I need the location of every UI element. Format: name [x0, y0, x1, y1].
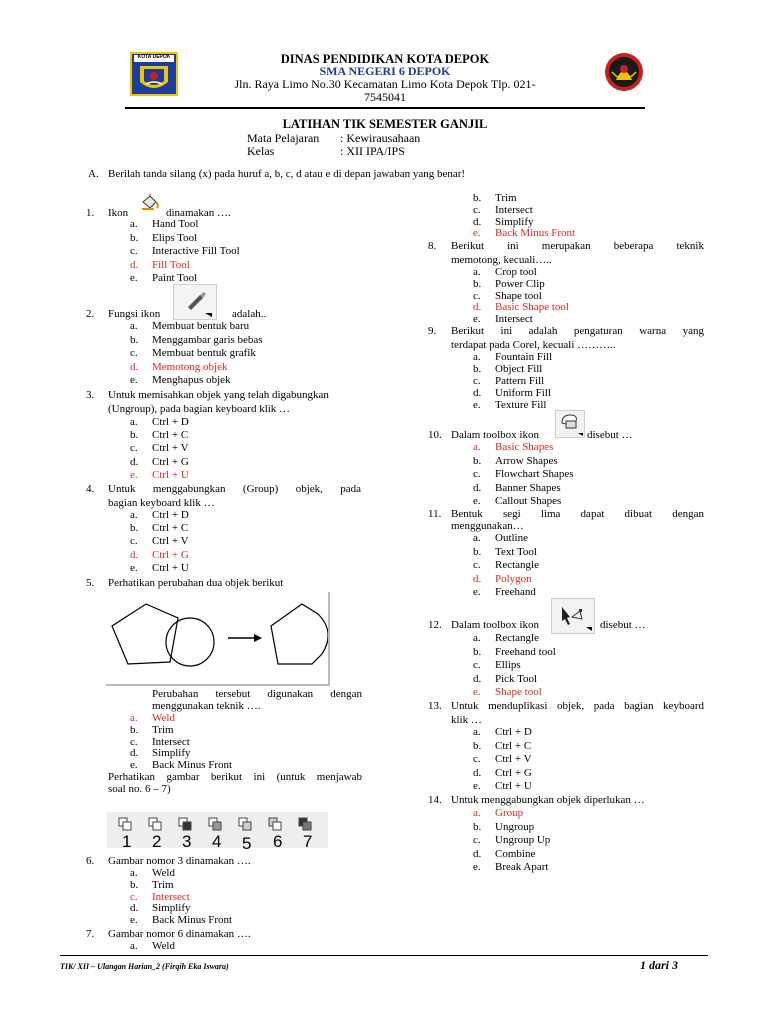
option-letter: a. — [473, 441, 481, 453]
option-letter: b. — [130, 231, 139, 244]
option-letter: c. — [473, 753, 481, 765]
weld-shapes-figure — [106, 592, 330, 686]
option-letter: e. — [130, 468, 138, 481]
option-text: Freehand — [495, 586, 536, 598]
question-post: adalah.. — [232, 308, 267, 320]
option-letter: e. — [473, 227, 481, 240]
question-number: 1. — [86, 207, 95, 219]
question-text: Perhatikan perubahan dua objek berikut — [108, 577, 284, 589]
question-pre: Dalam toolbox ikon — [451, 429, 539, 441]
option-text: Ctrl + D — [495, 726, 532, 738]
toolbar-number-3: 3 — [182, 832, 192, 851]
fill-bucket-icon — [138, 193, 162, 213]
question-number: 10. — [428, 429, 442, 441]
option-text: Banner Shapes — [495, 481, 561, 494]
option-text: Arrow Shapes — [495, 454, 558, 467]
question-text-line1: Untuk menggabungkan (Group) objek, pada — [108, 483, 361, 495]
option-text: Trim — [152, 878, 174, 891]
option-letter: c. — [130, 245, 138, 257]
option-text: Intersect — [495, 203, 533, 216]
option-text: Basic Shapes — [495, 441, 554, 453]
option-text: Flowchart Shapes — [495, 468, 574, 480]
shaping-toolbar-figure — [107, 812, 328, 853]
question-text: Gambar nomor 6 dinamakan …. — [108, 928, 251, 940]
option-text: Object Fill — [495, 363, 543, 375]
option-text: Uniform Fill — [495, 387, 551, 399]
note-line1: Perhatikan gambar berikut ini (untuk menjawab — [108, 771, 362, 783]
toolbar-number-1: 1 — [122, 832, 132, 851]
header-address-line1: Jln. Raya Limo No.30 Kecamatan Limo Kota Depok Tlp. 021- — [234, 77, 536, 91]
option-letter: d. — [473, 481, 482, 494]
question-pre: Fungsi ikon — [108, 308, 161, 320]
question-text: Gambar nomor 3 dinamakan …. — [108, 855, 251, 867]
option-letter: d. — [473, 572, 482, 585]
option-text: Shape tool — [495, 289, 542, 302]
kelas-label: Kelas — [247, 144, 275, 158]
question-number: 2. — [86, 308, 95, 320]
option-letter: c. — [473, 834, 481, 846]
question-text-line1: Untuk menduplikasi objek, pada bagian keyboard — [451, 700, 704, 712]
option-letter: b. — [130, 723, 139, 736]
option-text: Intersect — [495, 313, 533, 326]
option-letter: d. — [473, 766, 482, 779]
toolbar-number-6: 6 — [273, 832, 283, 851]
page-title: LATIHAN TIK SEMESTER GANJIL — [282, 117, 488, 131]
option-letter: b. — [473, 363, 482, 375]
option-letter: e. — [473, 313, 481, 326]
option-letter: d. — [130, 360, 139, 373]
mapel-value: : Kewirausahaan — [340, 131, 421, 145]
footer-left: TIK/ XII – Ulangan Harian_2 (Firqih Eka Iswara) — [60, 962, 229, 971]
kelas-value: : XII IPA/IPS — [340, 144, 405, 158]
option-text: Callout Shapes — [495, 495, 562, 507]
option-letter: c. — [473, 659, 481, 671]
question-post: dinamakan …. — [166, 207, 231, 219]
option-text: Ctrl + U — [152, 561, 189, 574]
option-letter: d. — [473, 672, 482, 685]
option-letter: e. — [473, 399, 481, 411]
option-text: Basic Shape tool — [495, 301, 569, 314]
logo-kota-depok — [130, 52, 178, 96]
option-text: Ctrl + U — [152, 468, 189, 481]
option-letter: d. — [130, 258, 139, 271]
option-letter: d. — [473, 387, 482, 399]
option-text: Ctrl + V — [495, 753, 532, 765]
option-text: Pattern Fill — [495, 375, 545, 387]
option-letter: b. — [473, 545, 482, 558]
knife-icon — [173, 284, 217, 320]
footer-rule — [60, 955, 708, 956]
option-letter: e. — [130, 914, 138, 927]
option-letter: c. — [130, 347, 138, 359]
option-text: Ctrl + U — [495, 780, 532, 792]
option-text: Ctrl + C — [152, 429, 189, 442]
logo-left-text: KOTA DEPOK — [137, 54, 171, 60]
q5-after-line2: menggunakan teknik …. — [152, 700, 261, 712]
option-text: Combine — [495, 847, 536, 860]
option-letter: b. — [473, 192, 482, 204]
option-letter: a. — [130, 867, 138, 879]
option-letter: d. — [130, 548, 139, 561]
note-line2: soal no. 6 – 7) — [108, 783, 171, 795]
option-text: Text Tool — [495, 545, 537, 558]
option-letter: d. — [473, 847, 482, 860]
question-number: 12. — [428, 619, 442, 631]
option-letter: e. — [473, 686, 481, 698]
option-text: Pick Tool — [495, 672, 538, 685]
option-letter: c. — [473, 559, 481, 571]
toolbar-number-4: 4 — [212, 832, 222, 851]
question-text-line2: terdapat pada Corel, kecuali ……….. — [451, 339, 616, 351]
option-text: Menghapus objek — [152, 374, 231, 386]
option-text: Simplify — [152, 747, 191, 760]
option-letter: c. — [130, 735, 138, 748]
option-letter: a. — [473, 632, 481, 644]
option-text: Group — [495, 807, 524, 819]
toolbar-number-5: 5 — [242, 834, 252, 853]
question-text-line1: Berikut ini adalah pengaturan warna yang — [451, 325, 704, 337]
option-letter: c. — [130, 890, 138, 903]
option-text: Back Minus Front — [495, 227, 576, 240]
question-number: 14. — [428, 794, 442, 806]
option-text: Rectangle — [495, 632, 539, 644]
option-letter: c. — [473, 375, 481, 387]
option-text: Elips Tool — [152, 231, 198, 244]
option-text: Back Minus Front — [152, 759, 233, 772]
option-letter: c. — [473, 289, 481, 302]
option-letter: e. — [473, 780, 481, 792]
option-letter: e. — [473, 861, 481, 873]
option-text: Ctrl + C — [495, 739, 532, 752]
option-letter: a. — [130, 416, 138, 428]
option-text: Weld — [152, 940, 175, 952]
option-text: Outline — [495, 532, 528, 544]
option-text: Hand Tool — [152, 218, 199, 230]
option-text: Ctrl + G — [152, 455, 189, 468]
option-letter: a. — [130, 509, 138, 521]
question-text: Untuk menggabungkan objek diperlukan … — [451, 794, 645, 806]
question-text-line2: menggunakan… — [451, 520, 524, 532]
mapel-label: Mata Pelajaran — [247, 131, 320, 145]
option-text: Trim — [152, 723, 174, 736]
question-text-line1: Berikut ini merupakan beberapa teknik — [451, 240, 704, 252]
option-text: Ctrl + V — [152, 442, 189, 455]
option-text: Ctrl + D — [152, 416, 189, 428]
option-text: Shape tool — [495, 686, 542, 698]
option-text: Memotong objek — [152, 360, 228, 373]
header-rule — [125, 107, 645, 109]
question-number: 11. — [428, 508, 442, 520]
option-letter: e. — [130, 759, 138, 772]
option-text: Menggambar garis bebas — [152, 333, 263, 346]
option-text: Intersect — [152, 735, 190, 748]
option-text: Weld — [152, 712, 175, 724]
option-letter: b. — [473, 645, 482, 658]
question-number: 3. — [86, 389, 95, 401]
toolbar-number-7: 7 — [303, 832, 313, 851]
option-letter: c. — [473, 468, 481, 480]
section-letter: A. — [88, 168, 99, 180]
option-text: Ctrl + G — [495, 766, 532, 779]
option-text: Freehand tool — [495, 645, 556, 658]
toolbar-number-2: 2 — [152, 832, 162, 851]
option-text: Ctrl + C — [152, 522, 189, 535]
header-address-line2: 7545041 — [364, 90, 406, 104]
option-text: Membuat bentuk grafik — [152, 347, 256, 359]
option-text: Power Clip — [495, 277, 545, 290]
option-text: Rectangle — [495, 559, 539, 571]
option-text: Paint Tool — [152, 272, 198, 284]
question-number: 5. — [86, 577, 95, 589]
option-text: Fountain Fill — [495, 351, 553, 363]
option-letter: b. — [130, 522, 139, 535]
option-text: Ctrl + G — [152, 548, 189, 561]
option-text: Trim — [495, 192, 517, 204]
option-letter: b. — [473, 739, 482, 752]
shape-tool-icon — [551, 598, 595, 634]
header-office: DINAS PENDIDIKAN KOTA DEPOK — [280, 52, 490, 66]
option-letter: a. — [473, 266, 481, 278]
option-letter: b. — [130, 429, 139, 442]
question-number: 9. — [428, 325, 437, 337]
basic-shapes-icon — [555, 410, 585, 438]
option-letter: c. — [130, 442, 138, 455]
option-letter: d. — [130, 455, 139, 468]
page-number: 1 dari 3 — [640, 958, 679, 972]
question-text-line1: Untuk memisahkan objek yang telah digabungkan — [108, 389, 329, 401]
option-letter: d. — [130, 747, 139, 760]
header-school: SMA NEGERI 6 DEPOK — [319, 64, 451, 78]
question-text-line1: Bentuk segi lima dapat dibuat dengan — [451, 508, 704, 520]
option-letter: e. — [473, 495, 481, 507]
option-letter: b. — [473, 820, 482, 833]
question-pre: Ikon — [108, 207, 129, 219]
option-letter: a. — [473, 807, 481, 819]
option-text: Intersect — [152, 890, 190, 903]
option-letter: e. — [130, 272, 138, 284]
option-letter: a. — [473, 351, 481, 363]
option-letter: e. — [473, 586, 481, 598]
option-text: Crop tool — [495, 266, 537, 278]
option-letter: b. — [130, 878, 139, 891]
option-text: Ungroup Up — [495, 834, 551, 846]
option-text: Simplify — [152, 902, 191, 915]
option-text: Interactive Fill Tool — [152, 245, 240, 257]
option-text: Ellips — [495, 659, 521, 671]
option-letter: a. — [130, 712, 138, 724]
question-number: 8. — [428, 240, 437, 252]
option-text: Texture Fill — [495, 399, 547, 411]
option-letter: b. — [473, 277, 482, 290]
option-letter: d. — [473, 301, 482, 314]
option-text: Ctrl + D — [152, 509, 189, 521]
option-letter: d. — [473, 215, 482, 228]
question-number: 4. — [86, 483, 95, 495]
question-text-line2: bagian keyboard klik … — [108, 497, 215, 509]
option-letter: a. — [473, 726, 481, 738]
option-text: Weld — [152, 867, 175, 879]
question-text-line2: memotong, kecuali….. — [451, 254, 552, 266]
option-text: Break Apart — [495, 861, 549, 873]
question-number: 7. — [86, 928, 95, 940]
option-text: Ctrl + V — [152, 535, 189, 548]
option-letter: b. — [473, 454, 482, 467]
option-text: Ungroup — [495, 820, 535, 833]
option-letter: e. — [130, 561, 138, 574]
option-letter: e. — [130, 374, 138, 386]
question-text-line2: (Ungroup), pada bagian keyboard klik … — [108, 403, 291, 415]
q5-after-line1: Perubahan tersebut digunakan dengan — [152, 688, 362, 700]
question-post: disebut … — [600, 619, 646, 631]
question-text-line2: klik … — [451, 714, 482, 726]
option-letter: a. — [130, 218, 138, 230]
option-letter: c. — [130, 535, 138, 548]
option-text: Simplify — [495, 215, 534, 228]
question-post: disebut … — [587, 429, 633, 441]
header-address — [190, 78, 580, 104]
option-letter: a. — [473, 532, 481, 544]
option-text: Fill Tool — [152, 258, 190, 271]
option-text: Back Minus Front — [152, 914, 233, 927]
question-number: 6. — [86, 855, 95, 867]
question-number: 13. — [428, 700, 442, 712]
option-text: Polygon — [495, 572, 532, 585]
option-letter: d. — [130, 902, 139, 915]
school-seal-logo — [604, 52, 644, 92]
option-letter: a. — [130, 320, 138, 332]
option-letter: a. — [130, 940, 138, 952]
question-pre: Dalam toolbox ikon — [451, 619, 539, 631]
option-letter: c. — [473, 203, 481, 216]
option-letter: b. — [130, 333, 139, 346]
option-text: Membuat bentuk baru — [152, 320, 250, 332]
section-instruction: Berilah tanda silang (x) pada huruf a, b, c, d atau e di depan jawaban yang benar! — [108, 168, 466, 180]
